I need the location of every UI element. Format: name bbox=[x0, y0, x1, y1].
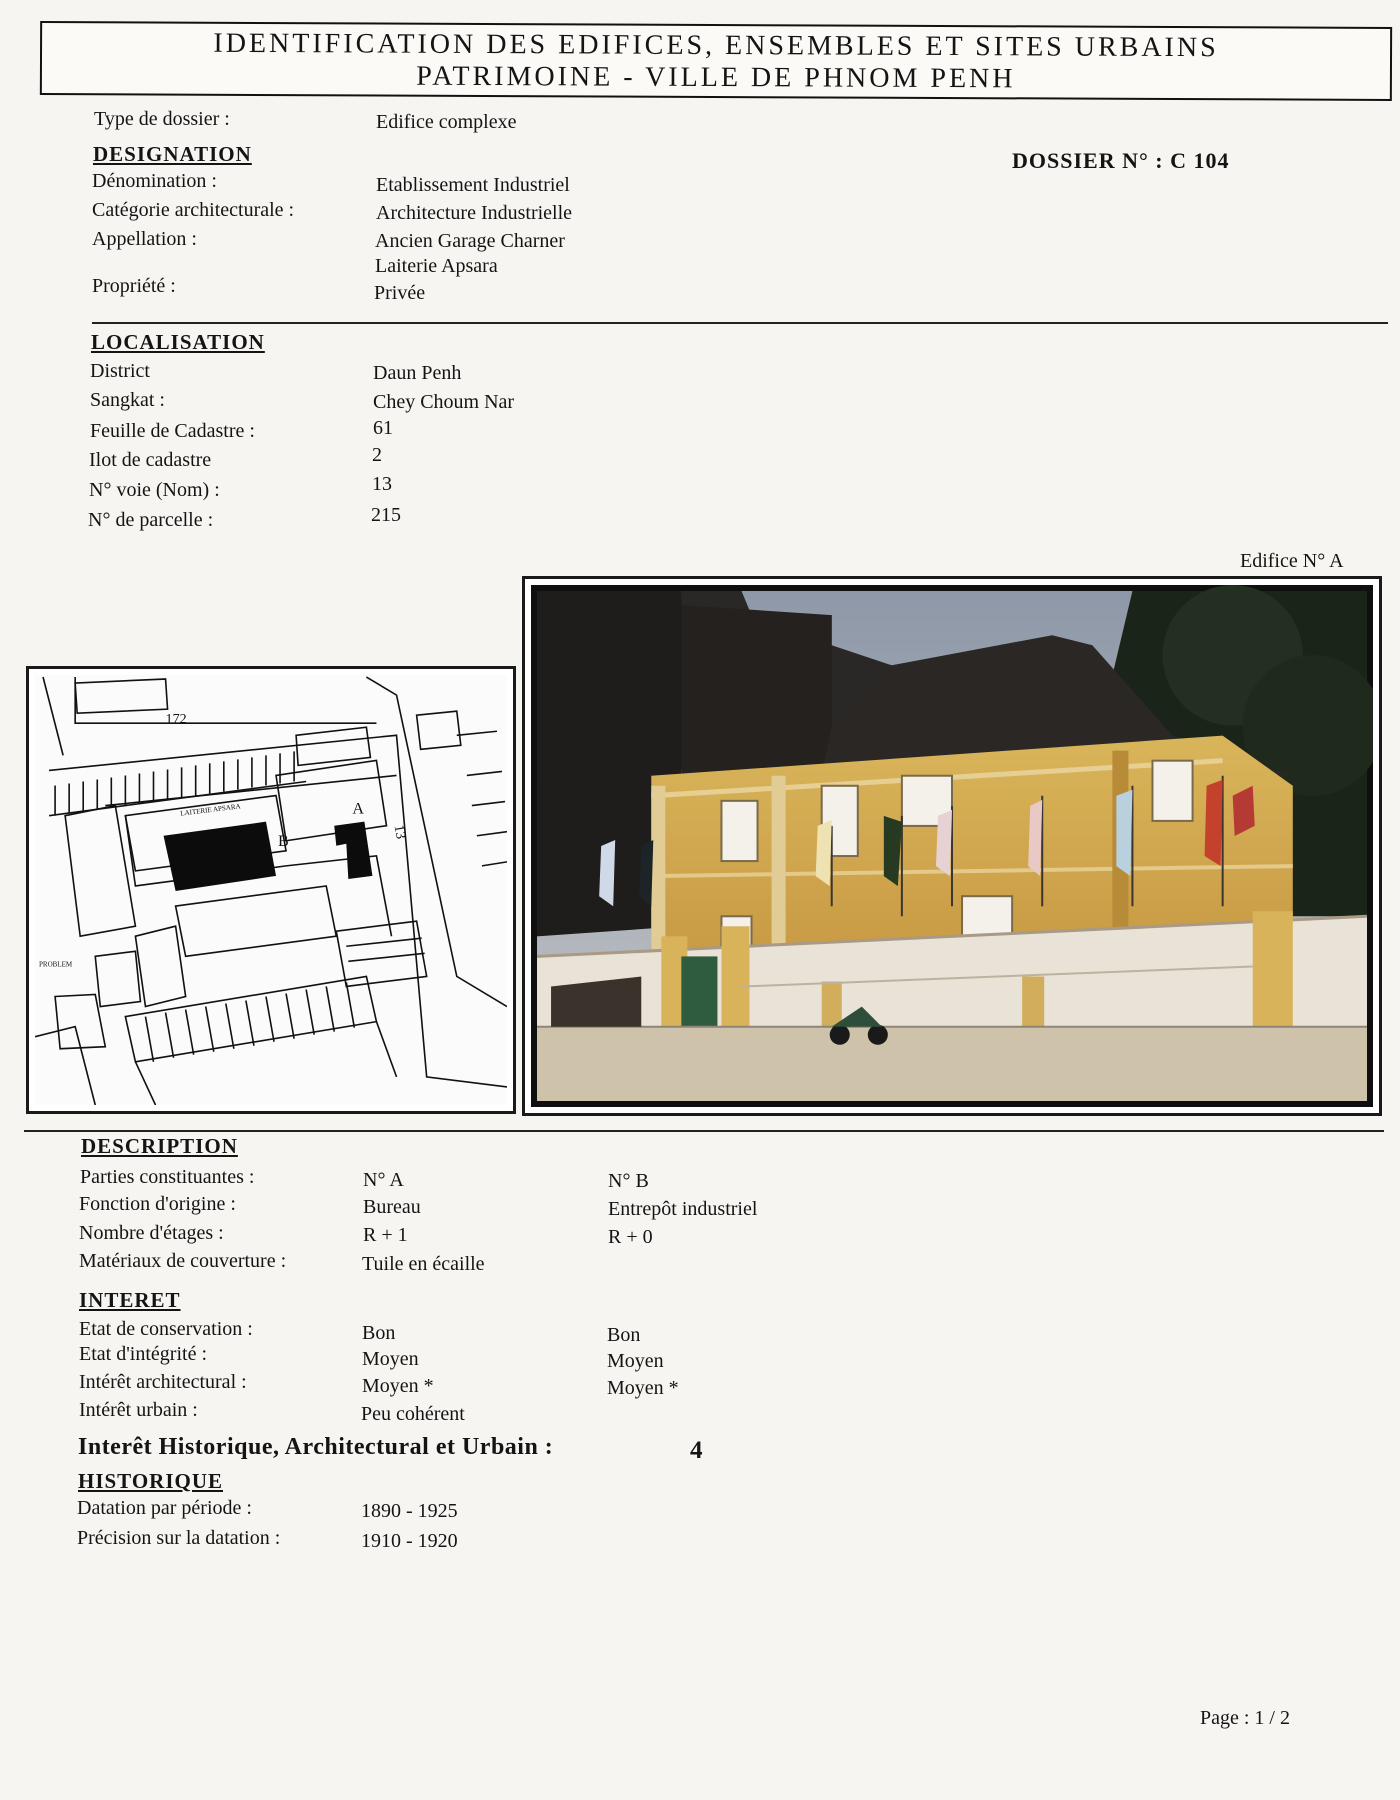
historique-heading: HISTORIQUE bbox=[78, 1469, 223, 1493]
designation-heading: DESIGNATION bbox=[93, 142, 252, 166]
localisation-value-voie: 13 bbox=[372, 473, 392, 495]
interet-value-architectural-a: Moyen * bbox=[362, 1375, 434, 1397]
localisation-label-ilot: Ilot de cadastre bbox=[89, 449, 212, 471]
designation-value-appellation-2: Laiterie Apsara bbox=[375, 255, 498, 277]
interet-value-conservation-a: Bon bbox=[362, 1322, 396, 1344]
interet-value-conservation-b: Bon bbox=[607, 1324, 641, 1346]
historique-label-precision: Précision sur la datation : bbox=[77, 1527, 281, 1549]
localisation-label-sangkat: Sangkat : bbox=[90, 389, 165, 411]
description-value-parties-a: N° A bbox=[363, 1169, 404, 1191]
historique-label-periode: Datation par période : bbox=[77, 1497, 252, 1519]
description-label-fonction: Fonction d'origine : bbox=[79, 1193, 236, 1215]
designation-label-denomination: Dénomination : bbox=[92, 170, 217, 192]
map-label-b: B bbox=[278, 832, 289, 850]
building-photo bbox=[522, 576, 1382, 1116]
photo-caption: Edifice N° A bbox=[1240, 550, 1344, 572]
interet-value-integrite-a: Moyen bbox=[362, 1348, 419, 1370]
interet-label-architectural: Intérêt architectural : bbox=[79, 1371, 247, 1393]
localisation-value-district: Daun Penh bbox=[373, 362, 462, 384]
interet-label-integrite: Etat d'intégrité : bbox=[79, 1343, 208, 1365]
localisation-value-parcelle: 215 bbox=[371, 504, 401, 526]
interet-summary-value: 4 bbox=[690, 1437, 703, 1464]
interet-value-urbain-a: Peu cohérent bbox=[361, 1403, 465, 1425]
document-title-line-2: PATRIMOINE - VILLE DE PHNOM PENH bbox=[416, 60, 1016, 95]
type-dossier-label: Type de dossier : bbox=[94, 108, 230, 130]
designation-label-propriete: Propriété : bbox=[92, 275, 176, 297]
designation-value-propriete: Privée bbox=[374, 282, 426, 304]
cadastral-map bbox=[26, 666, 516, 1114]
localisation-label-feuille: Feuille de Cadastre : bbox=[90, 420, 255, 442]
interet-value-integrite-b: Moyen bbox=[607, 1350, 664, 1372]
map-street-172: 172 bbox=[165, 711, 187, 728]
localisation-label-parcelle: N° de parcelle : bbox=[88, 509, 214, 531]
page-number: Page : 1 / 2 bbox=[1200, 1707, 1290, 1729]
interet-label-urbain: Intérêt urbain : bbox=[79, 1399, 198, 1421]
interet-label-conservation: Etat de conservation : bbox=[79, 1318, 253, 1340]
divider-photo bbox=[24, 1130, 1384, 1132]
interet-summary-label: Interêt Historique, Architectural et Urbain : bbox=[78, 1434, 554, 1460]
localisation-value-feuille: 61 bbox=[373, 417, 393, 439]
dossier-number: DOSSIER N° : C 104 bbox=[1012, 148, 1230, 173]
interet-heading: INTERET bbox=[79, 1288, 181, 1312]
map-label-a: A bbox=[352, 800, 364, 818]
localisation-label-district: District bbox=[90, 360, 150, 382]
map-label-problem: PROBLEM bbox=[39, 960, 73, 969]
building-photo-drawing bbox=[531, 585, 1373, 1107]
localisation-value-sangkat: Chey Choum Nar bbox=[373, 391, 515, 413]
description-value-fonction-a: Bureau bbox=[363, 1196, 421, 1218]
description-heading: DESCRIPTION bbox=[81, 1134, 238, 1158]
designation-value-categorie: Architecture Industrielle bbox=[376, 202, 573, 224]
historique-value-precision: 1910 - 1920 bbox=[361, 1530, 458, 1552]
description-label-etages: Nombre d'étages : bbox=[79, 1222, 224, 1244]
historique-value-periode: 1890 - 1925 bbox=[361, 1500, 458, 1522]
divider-designation bbox=[92, 322, 1388, 324]
designation-label-appellation: Appellation : bbox=[92, 228, 197, 250]
cadastral-map-drawing bbox=[35, 675, 507, 1105]
type-dossier-value: Edifice complexe bbox=[376, 111, 517, 133]
localisation-label-voie: N° voie (Nom) : bbox=[89, 479, 220, 501]
description-value-parties-b: N° B bbox=[608, 1170, 649, 1192]
designation-value-appellation-1: Ancien Garage Charner bbox=[375, 230, 565, 252]
localisation-heading: LOCALISATION bbox=[91, 330, 265, 354]
description-value-etages-a: R + 1 bbox=[363, 1224, 408, 1246]
description-value-couverture-a: Tuile en écaille bbox=[362, 1253, 485, 1275]
designation-label-categorie: Catégorie architecturale : bbox=[92, 199, 295, 221]
map-label-apsara: LAITERIE APSARA bbox=[179, 802, 242, 818]
localisation-value-ilot: 2 bbox=[372, 444, 382, 466]
map-street-13: 13 bbox=[390, 823, 409, 841]
description-label-couverture: Matériaux de couverture : bbox=[79, 1250, 287, 1272]
interet-value-architectural-b: Moyen * bbox=[607, 1377, 679, 1399]
description-label-parties: Parties constituantes : bbox=[80, 1166, 255, 1188]
description-value-etages-b: R + 0 bbox=[608, 1226, 653, 1248]
designation-value-denomination: Etablissement Industriel bbox=[376, 174, 570, 196]
description-value-fonction-b: Entrepôt industriel bbox=[608, 1198, 758, 1220]
document-title-line-1: IDENTIFICATION DES EDIFICES, ENSEMBLES ET SITES URBAINS bbox=[213, 27, 1219, 64]
document-title-box bbox=[40, 21, 1392, 101]
